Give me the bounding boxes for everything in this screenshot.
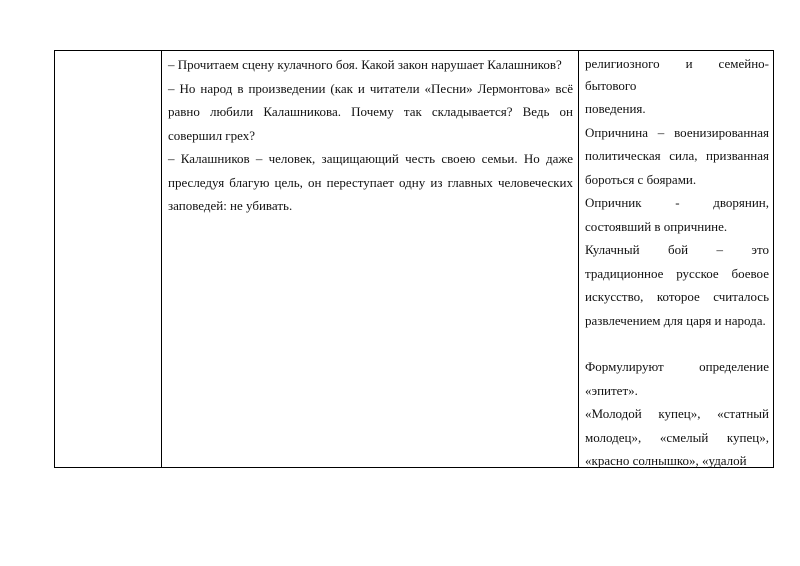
paragraph-epithet-definition: Формулируют определение «эпитет».: [585, 359, 769, 398]
paragraph-behavior: поведения.: [585, 101, 646, 116]
paragraph-fistfight: Кулачный бой – это традиционное русское боевое искусство, которое считалось развлечением для царя и народа.: [585, 242, 769, 328]
paragraph-question-1: – Прочитаем сцену кулачного боя. Какой закон нарушает Калашников?: [168, 57, 562, 72]
paragraph-answer: – Калашников – человек, защищающий честь своею семьи. Но даже преследуя благую цель, он переступает одну из главных человеческих заповедей: не убивать.: [168, 151, 573, 213]
lesson-table: [54, 50, 774, 468]
paragraph-oprichnina: Опричнина – военизированная политическая сила, призванная бороться с боярами.: [585, 124, 769, 187]
paragraph-epithet-examples: «Молодой купец», «статный молодец», «смелый купец», «красно солнышко», «удалой: [585, 406, 769, 468]
paragraph-question-2: – Но народ в произведении (как и читатели «Песни» Лермонтова» всё равно любили Калашникова. Почему так складывается? Ведь он совершил грех?: [168, 80, 573, 143]
paragraph-religious: религиозного и семейно-бытового: [585, 56, 769, 93]
paragraph-oprichnik: Опричник - дворянин, состоявший в опричнине.: [585, 195, 769, 234]
table-cell-student-activity: [579, 51, 773, 467]
table-cell-left-empty: [55, 51, 162, 467]
table-cell-teacher-activity: [162, 51, 579, 467]
